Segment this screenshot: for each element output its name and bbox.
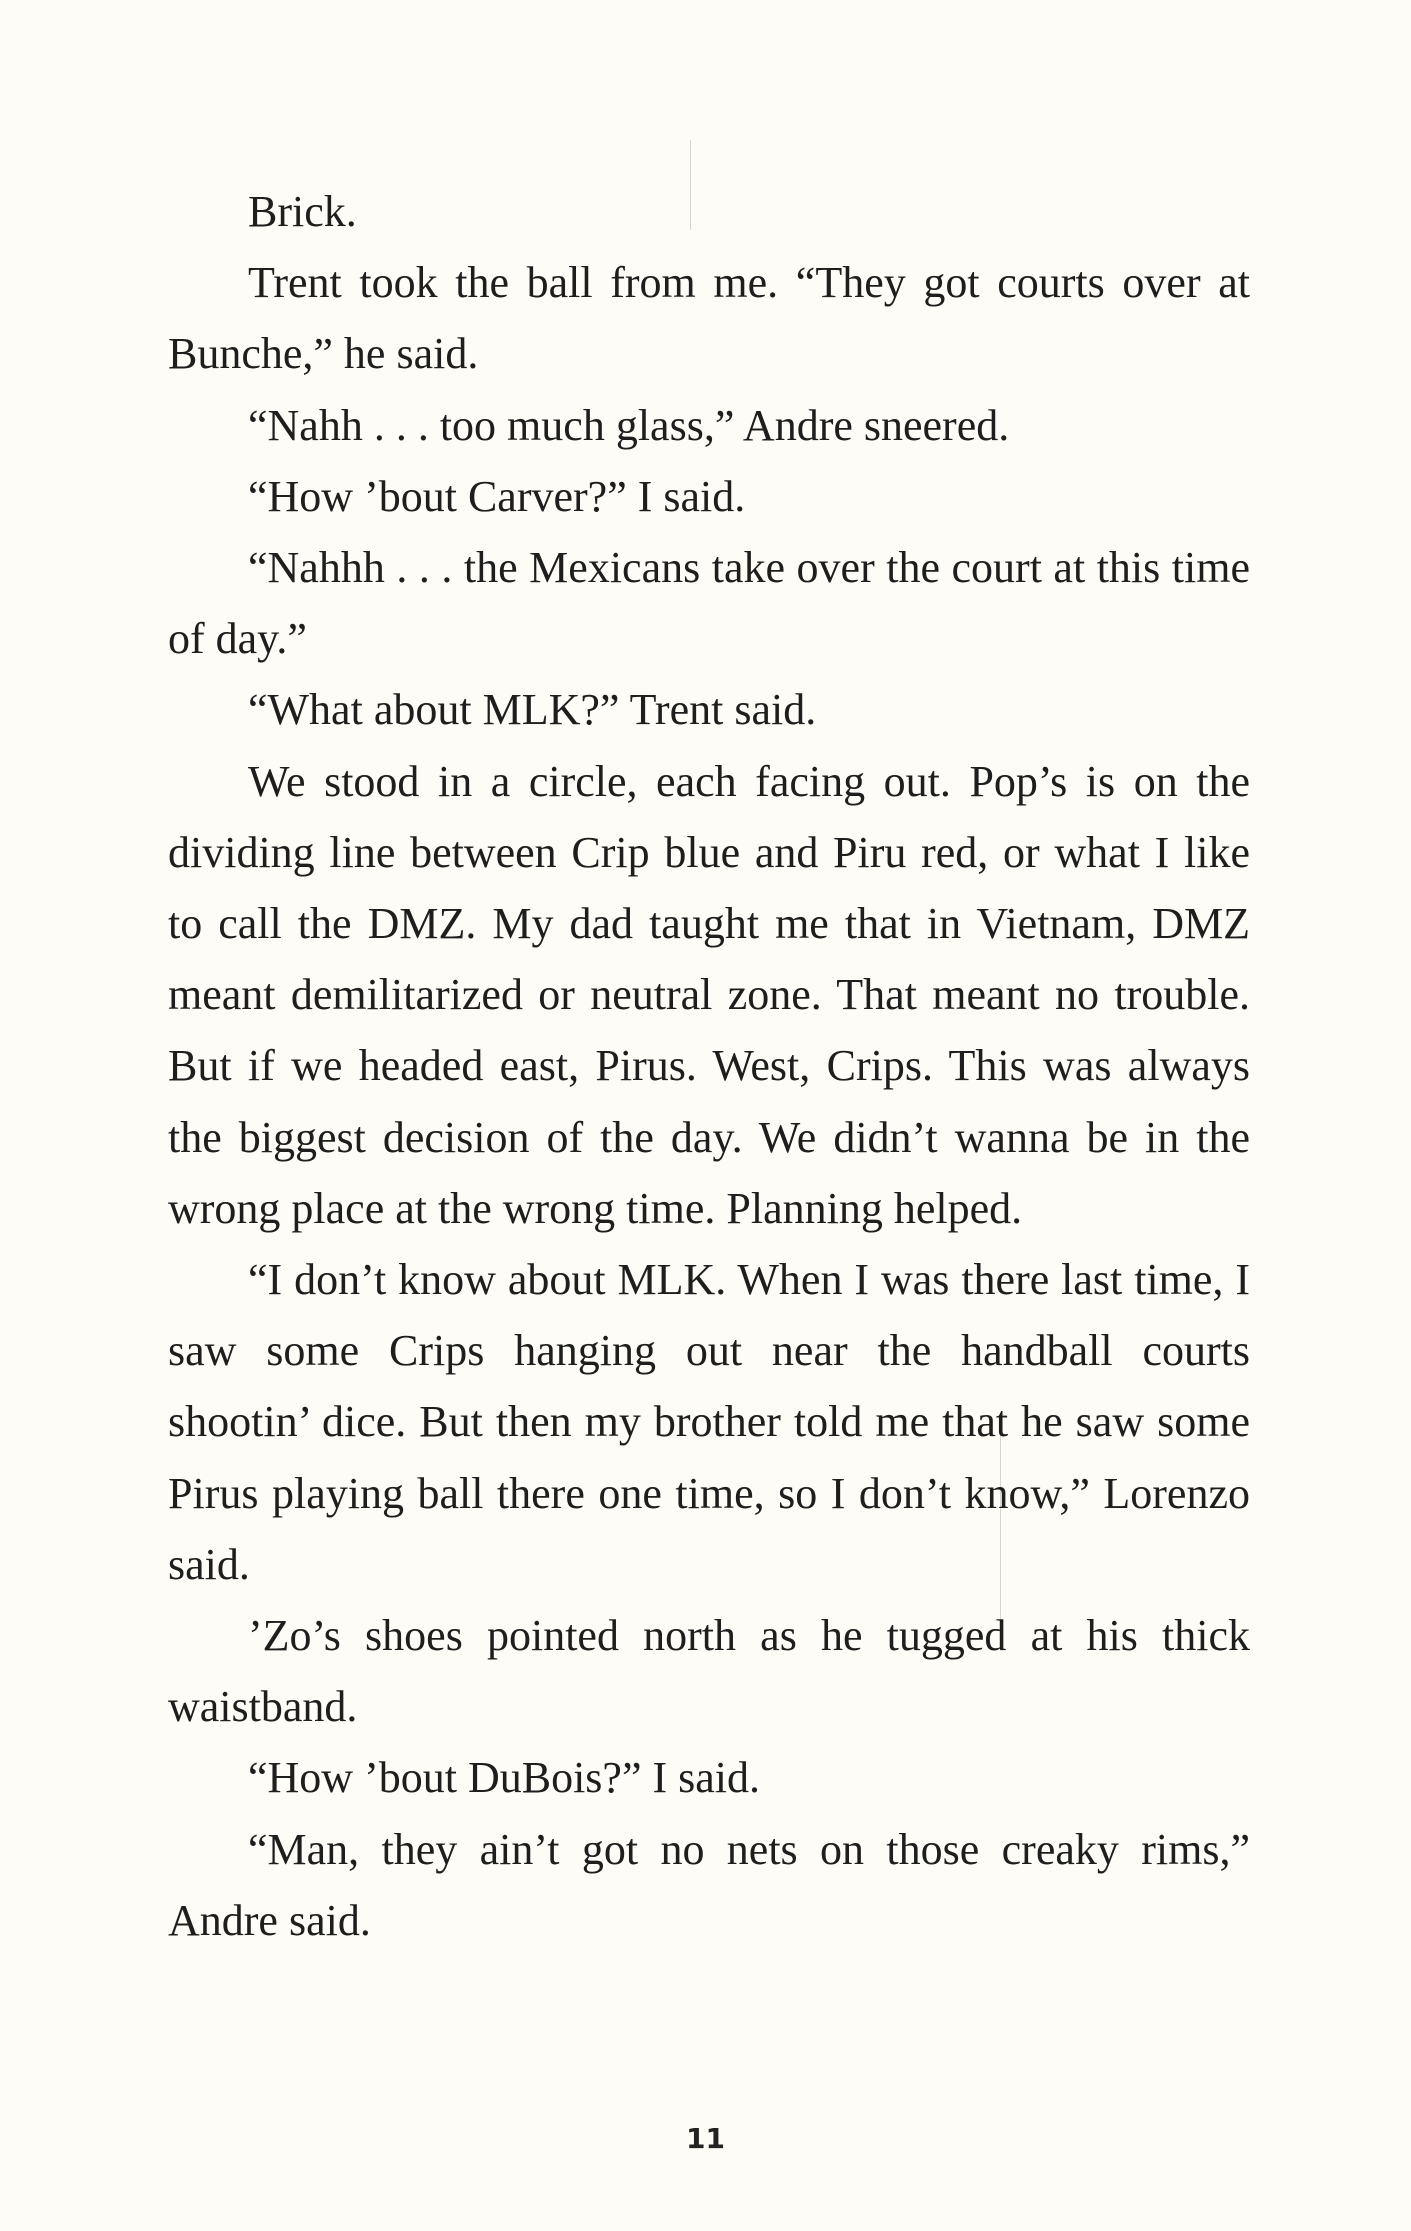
body-text — [168, 176, 1250, 1956]
paragraph: We stood in a circle, each facing out. Pop’s is on the dividing line between Crip blue and Piru red, or what I like to call the DMZ. My dad taught me that in Vietnam, DMZ meant demilitarized or neutral zone. That meant no trouble. But if we headed east, Pirus. West, Crips. This was always the biggest decision of the day. We didn’t wanna be in the wrong place at the wrong time. Planning helped. — [168, 756, 1250, 1233]
paragraph: “What about MLK?” Trent said. — [248, 685, 817, 735]
paragraph: Brick. — [248, 187, 357, 236]
paragraph: “How ’bout DuBois?” I said. — [248, 1753, 761, 1803]
paragraph: “Man, they ain’t got no nets on those creaky rims,” Andre said. — [168, 1824, 1250, 1945]
paragraph: “Nahhh . . . the Mexicans take over the court at this time of day.” — [168, 543, 1250, 664]
paragraph: ’Zo’s shoes pointed north as he tugged at his thick waistband. — [168, 1611, 1250, 1732]
paragraph: “How ’bout Carver?” I said. — [248, 471, 746, 521]
paragraph: Trent took the ball from me. “They got courts over at Bunche,” he said. — [168, 258, 1250, 379]
paragraph: “Nahh . . . too much glass,” Andre sneered. — [248, 400, 1010, 450]
paragraph: “I don’t know about MLK. When I was there last time, I saw some Crips hanging out near the handball courts shootin’ dice. But then my brother told me that he saw some Pirus playing ball there one time, so I don’t know,” Lorenzo said. — [168, 1255, 1250, 1589]
page-number: 11 — [686, 2122, 725, 2155]
